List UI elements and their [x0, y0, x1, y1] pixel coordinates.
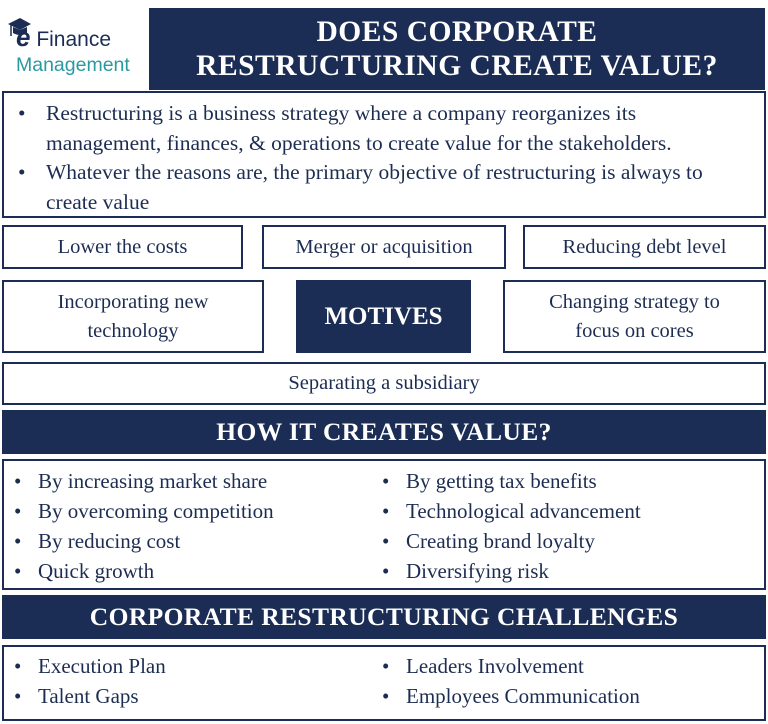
- value-list-right: [378, 466, 641, 586]
- list-item: • Execution Plan: [10, 651, 166, 681]
- list-item: • By overcoming competition: [10, 496, 274, 526]
- challenges-list-box: [2, 645, 766, 721]
- list-item: • Leaders Involvement: [378, 651, 640, 681]
- motives-label: MOTIVES: [296, 280, 471, 353]
- value-heading: HOW IT CREATES VALUE?: [2, 410, 766, 454]
- list-item: • Diversifying risk: [378, 556, 641, 586]
- intro-bullet: • Restructuring is a business strategy where a company reorganizes its management, finances, & operations to create value for the stakeholders.: [14, 99, 750, 158]
- brand-name-line2: Management: [16, 54, 130, 76]
- value-list-left: [10, 466, 274, 586]
- list-item: • Creating brand loyalty: [378, 526, 641, 556]
- title-line2: RESTRUCTURING CREATE VALUE?: [196, 50, 718, 82]
- challenges-list-right: [378, 651, 640, 711]
- challenges-list-left: [10, 651, 166, 711]
- page-title: [149, 8, 765, 90]
- list-item: • By getting tax benefits: [378, 466, 641, 496]
- logo: [2, 8, 146, 84]
- intro-box: [2, 91, 766, 218]
- challenges-heading: CORPORATE RESTRUCTURING CHALLENGES: [2, 595, 766, 639]
- motive-merger-acquisition: Merger or acquisition: [262, 225, 506, 269]
- motive-lower-costs: Lower the costs: [2, 225, 243, 269]
- list-item: • Technological advancement: [378, 496, 641, 526]
- brand-name-line1: e Finance: [16, 22, 112, 52]
- motive-reducing-debt: Reducing debt level: [523, 225, 766, 269]
- list-item: • Quick growth: [10, 556, 274, 586]
- list-item: • Employees Communication: [378, 681, 640, 711]
- motive-new-technology: Incorporating new technology: [2, 280, 264, 353]
- list-item: • Talent Gaps: [10, 681, 166, 711]
- value-list-box: [2, 459, 766, 590]
- motive-separating-subsidiary: Separating a subsidiary: [2, 362, 766, 405]
- intro-bullet: • Whatever the reasons are, the primary objective of restructuring is always to create value: [14, 158, 750, 217]
- list-item: • By increasing market share: [10, 466, 274, 496]
- title-line1: DOES CORPORATE: [316, 16, 598, 48]
- list-item: • By reducing cost: [10, 526, 274, 556]
- motive-changing-strategy: Changing strategy to focus on cores: [503, 280, 766, 353]
